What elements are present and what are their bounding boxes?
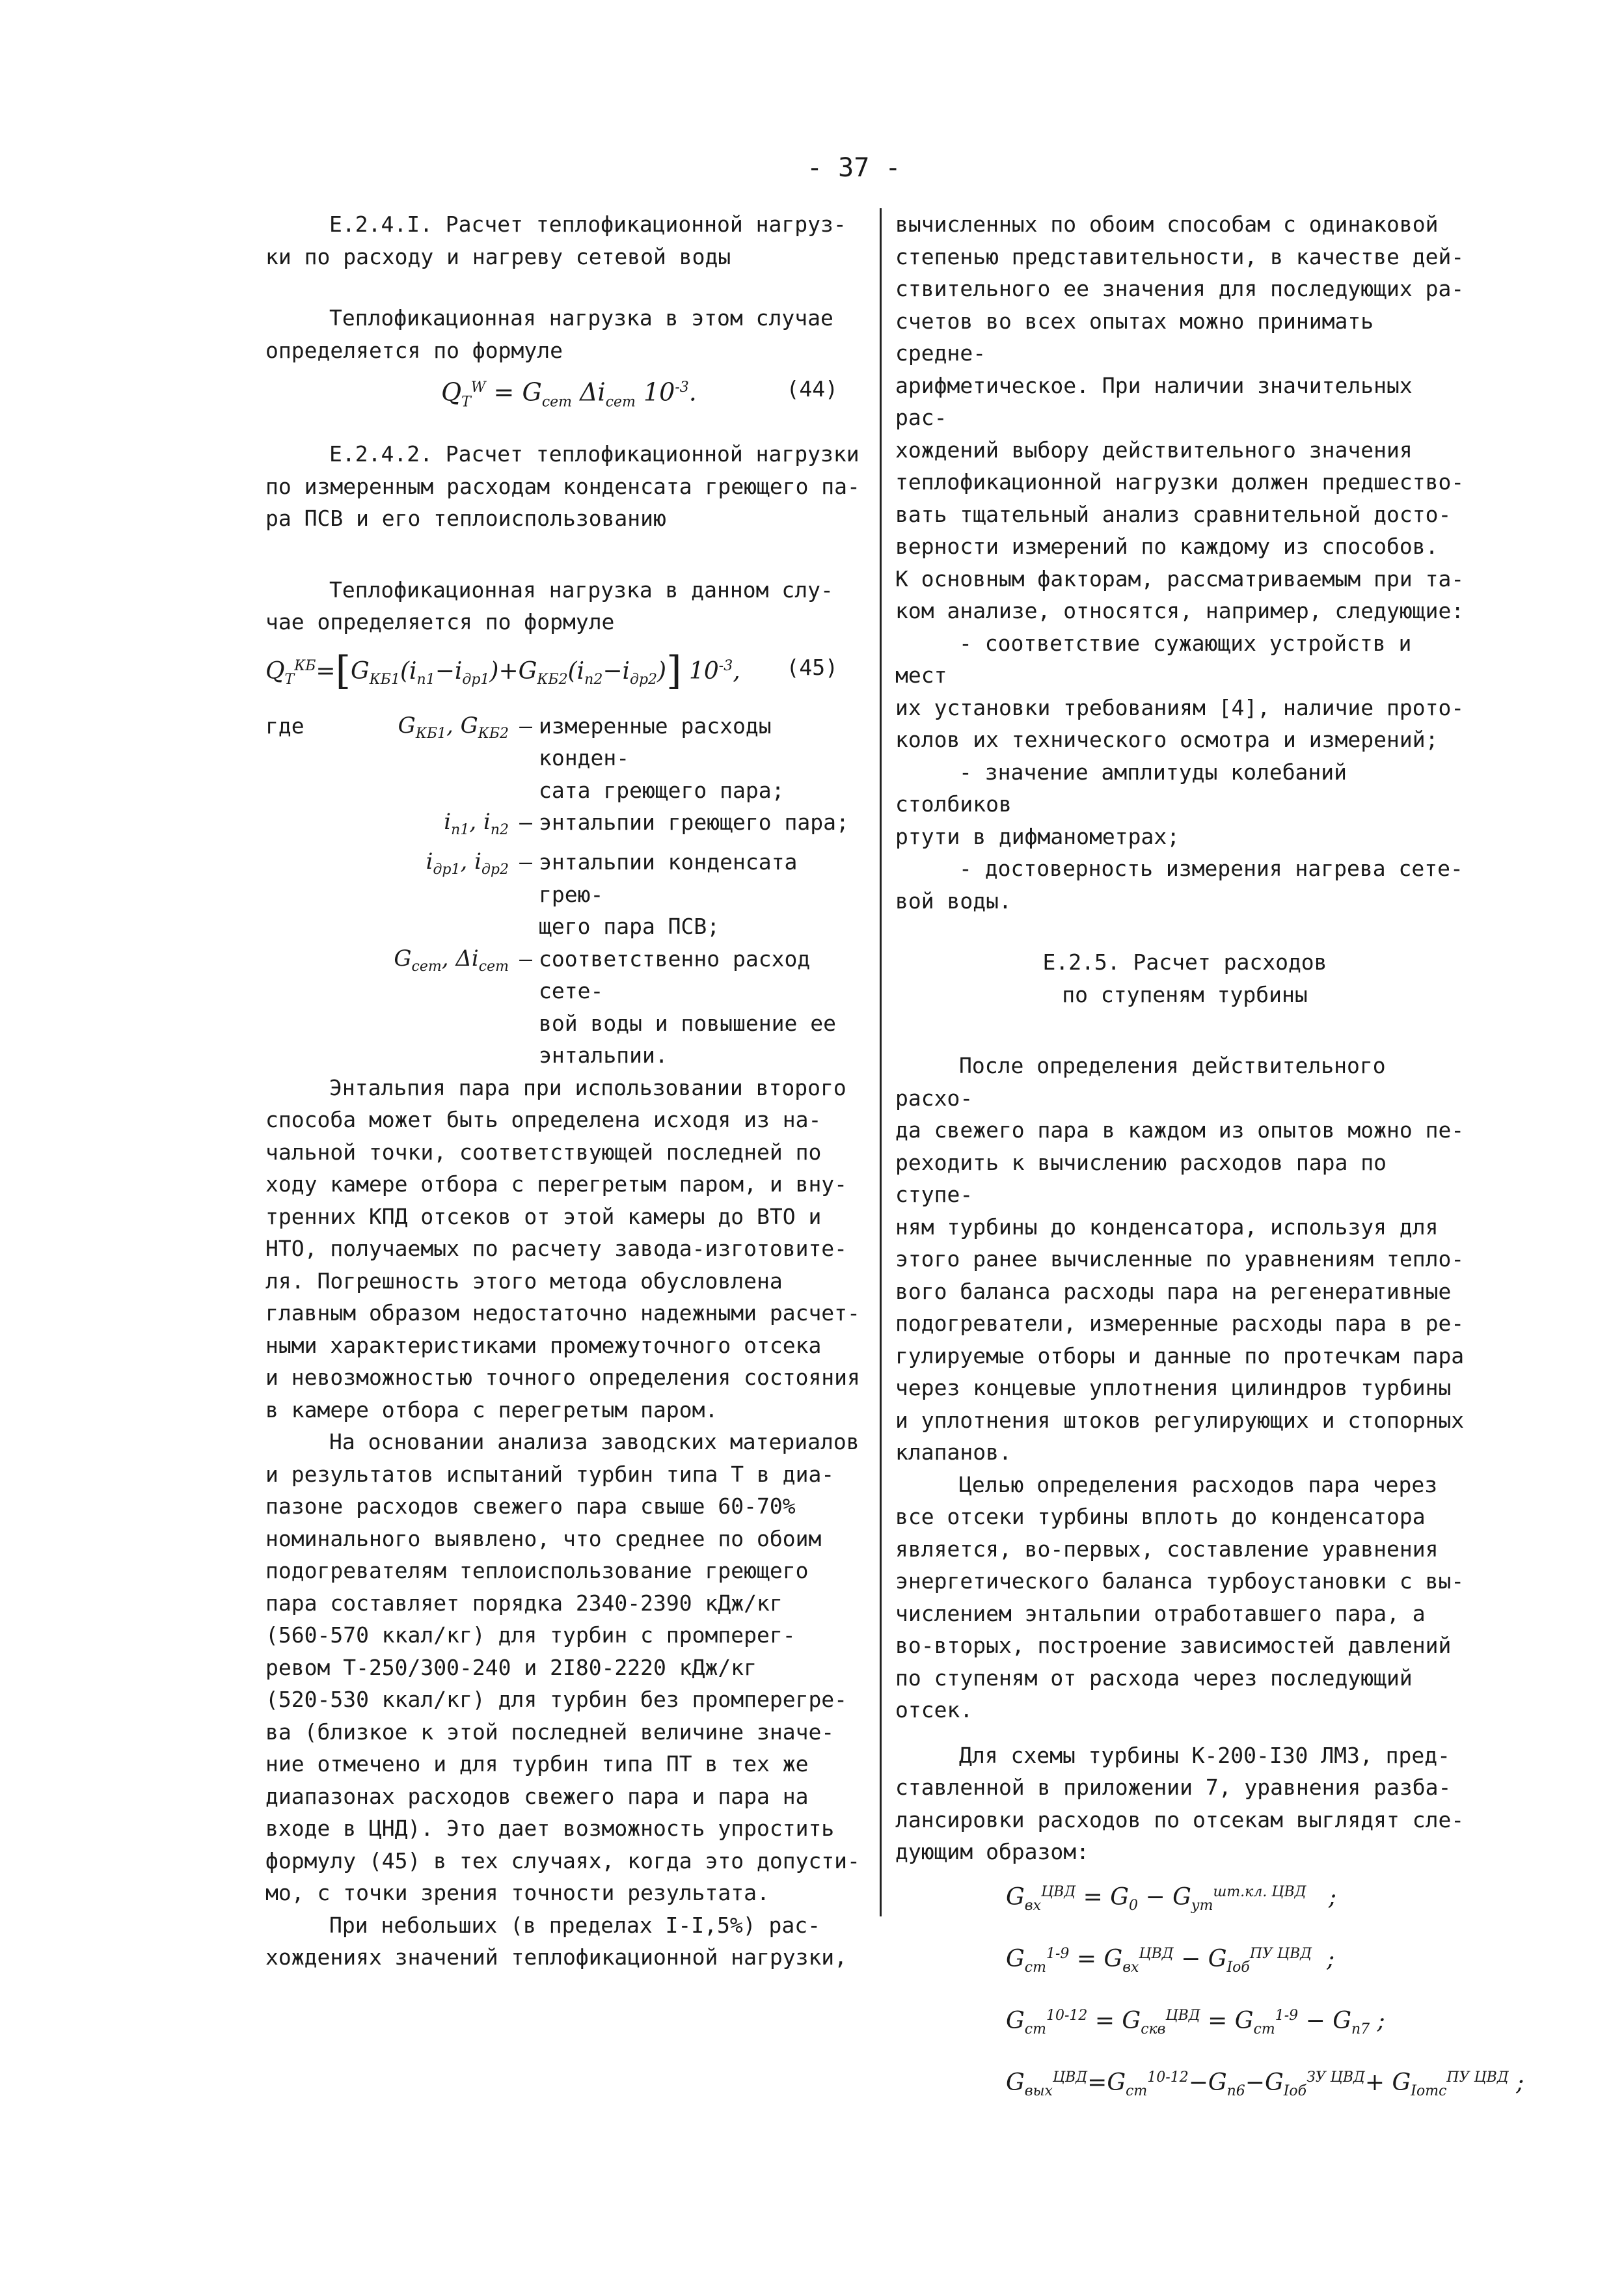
text-line: по ступеням от расхода через последующий bbox=[895, 1665, 1413, 1691]
section-heading-e2-5 bbox=[895, 946, 1474, 1011]
text-line: Энтальпия пара при использовании второго bbox=[329, 1074, 846, 1100]
text-line: - соответствие сужающих устройств и мест bbox=[895, 630, 1412, 688]
text-line: клапанов. bbox=[895, 1439, 1012, 1465]
text-line: Для схемы турбины К-200-I30 ЛМЗ, пред- bbox=[959, 1742, 1450, 1768]
text-line: по измеренным расходам конденсата греющего па- bbox=[265, 473, 860, 499]
text-line: вать тщательный анализ сравнительной досто- bbox=[895, 501, 1452, 527]
list-item bbox=[895, 756, 1474, 853]
text-line: ки по расходу и нагреву сетевой воды bbox=[265, 243, 731, 269]
text-line: Целью определения расходов пара через bbox=[959, 1471, 1438, 1497]
balance-equation: $G_{ст}^{10-12} = G_{скв}^{ЦВД} = G_{ст}^{1-9} - G_{п7}$ ; bbox=[1006, 2007, 1385, 2038]
text-line: При небольших (в пределах I-I,5%) рас- bbox=[329, 1912, 820, 1938]
text-line: арифметическое. При наличии значительных рас- bbox=[895, 372, 1413, 430]
text-line: реходить к вычислению расходов пара по ступе- bbox=[895, 1149, 1387, 1207]
section-heading-e2-4-1 bbox=[265, 208, 864, 273]
paragraph bbox=[895, 1050, 1474, 1469]
text-line: Е.2.4.I. Расчет теплофикационной нагруз- bbox=[329, 211, 846, 237]
text-line: входе в ЦНД). Это дает возможность упростить bbox=[265, 1816, 835, 1842]
text-line: этого ранее вычисленные по уравнениям тепло- bbox=[895, 1246, 1465, 1272]
text-line: чае определяется по формуле bbox=[265, 609, 615, 634]
text-line: хождений выбору действительного значения bbox=[895, 437, 1413, 463]
symbol-desc: энтальпии греющего пара; bbox=[539, 810, 849, 835]
right-column bbox=[895, 208, 1524, 2116]
paragraph bbox=[895, 1739, 1474, 1868]
text-line: главным образом недостаточно надежными расчет- bbox=[265, 1300, 860, 1326]
text-line: и уплотнения штоков регулирующих и стопорных bbox=[895, 1407, 1465, 1433]
text-line: (520-530 ккал/кг) для турбин без промперегре- bbox=[265, 1687, 848, 1713]
text-line: ревом Т-250/300-240 и 2I80-2220 кДж/кг bbox=[265, 1654, 757, 1680]
text-line: лансировки расходов по отсекам выглядят сле- bbox=[895, 1806, 1465, 1832]
balance-equations bbox=[1006, 1868, 1524, 2116]
text-line: является, во-первых, составление уравнения bbox=[895, 1536, 1439, 1562]
text-line: мо, с точки зрения точности результата. bbox=[265, 1880, 770, 1906]
text-line: отсек. bbox=[895, 1697, 973, 1723]
symbol-desc: соответственно расход сете- bbox=[539, 946, 811, 1004]
balance-equation: $G_{вых}^{ЦВД}=G_{ст}^{10-12}-G_{п6}-G_{Iоб}^{ЗУ ЦВД}+ G_{Iотс}^{ПУ ЦВД}$ ; bbox=[1006, 2069, 1524, 2100]
section-heading-e2-4-2 bbox=[265, 438, 864, 535]
text-line: Е.2.4.2. Расчет теплофикационной нагрузки bbox=[329, 441, 859, 467]
text-line: пара составляет порядка 2340-2390 кДж/кг bbox=[265, 1590, 783, 1616]
text-line: ням турбины до конденсатора, используя для bbox=[895, 1214, 1439, 1240]
text-line: Теплофикационная нагрузка в данном слу- bbox=[329, 577, 833, 603]
paragraph bbox=[265, 574, 864, 638]
text-line: ние отмечено и для турбин типа ПТ в тех же bbox=[265, 1751, 809, 1777]
text-line: ходу камере отбора с перегретым паром, и вну- bbox=[265, 1171, 848, 1197]
symbol-desc: измеренные расходы конден- bbox=[539, 713, 772, 770]
text-line: номинального выявлено, что среднее по обоим bbox=[265, 1525, 822, 1551]
list-item bbox=[895, 852, 1474, 917]
text-line: На основании анализа заводских материалов bbox=[329, 1429, 859, 1455]
text-line: подогреватели, измеренные расходы пара в ре- bbox=[895, 1311, 1465, 1336]
balance-equation: $G_{вх}^{ЦВД} = G_0 - G_{ут}^{шт.кл. ЦВД}$ ; bbox=[1006, 1883, 1337, 1914]
symbol-desc: вой воды и повышение ее bbox=[539, 1010, 836, 1036]
symbol: $G_{сет}$, $\Delta i_{сет}$ bbox=[394, 945, 509, 975]
text-line: вой воды. bbox=[895, 888, 1012, 914]
paragraph bbox=[265, 1426, 864, 1909]
text-line: колов их технического осмотра и измерений; bbox=[895, 727, 1439, 752]
text-line: и результатов испытаний турбин типа Т в диа- bbox=[265, 1461, 835, 1487]
text-line: хождениях значений теплофикационной нагрузки, bbox=[265, 1944, 848, 1970]
text-line: степенью представительности, в качестве дей- bbox=[895, 243, 1465, 269]
text-line: гулируемые отборы и данные по протечкам пара bbox=[895, 1342, 1465, 1369]
text-line: формулу (45) в тех случаях, когда это допусти- bbox=[265, 1847, 860, 1873]
text-line: тренних КПД отсеков от этой камеры до ВТО и bbox=[265, 1203, 822, 1229]
paragraph bbox=[265, 302, 864, 366]
text-line: вычисленных по обоим способам с одинаковой bbox=[895, 211, 1439, 237]
text-line: диапазонах расходов свежего пара и пара на bbox=[265, 1783, 809, 1809]
text-line: да свежего пара в каждом из опытов можно пе- bbox=[895, 1117, 1465, 1143]
symbol: $G_{КБ1}$, $G_{КБ2}$ bbox=[398, 712, 509, 742]
text-line: ставленной в приложении 7, уравнения разба- bbox=[895, 1775, 1452, 1800]
symbol: $i_{др1}$, $i_{др2}$ bbox=[426, 849, 509, 878]
text-line: счетов во всех опытах можно принимать средне- bbox=[895, 308, 1374, 366]
text-line: Теплофикационная нагрузка в этом случае bbox=[329, 305, 833, 331]
symbol-desc: энтальпии конденсата грею- bbox=[539, 849, 798, 907]
equation-45-expression: $Q_T^{КБ}=[G_{КБ1}(i_{п1}-i_{др1})+G_{КБ2}(i_{п2}-i_{др2})]$ $10^{-3}$, bbox=[265, 647, 740, 694]
text-line: через концевые уплотнения цилиндров турбины bbox=[895, 1375, 1452, 1400]
text-line: ствительного ее значения для последующих ра- bbox=[895, 276, 1465, 301]
text-line: ва (близкое к этой последней величине значе- bbox=[265, 1719, 835, 1745]
text-line: НТО, получаемых по расчету завода-изготовите- bbox=[265, 1236, 848, 1262]
text-line: теплофикационной нагрузки должен предшество- bbox=[895, 469, 1465, 495]
paragraph bbox=[265, 1072, 864, 1426]
text-line: ком анализе, относятся, например, следующие: bbox=[895, 598, 1465, 623]
paragraph bbox=[895, 208, 1474, 627]
text-line: вого баланса расходы пара на регенеративные bbox=[895, 1278, 1452, 1304]
symbol-definitions: где $G_{КБ1}$, $G_{КБ2}$ – измеренные расходы конден- сата греющего пара; $i_{п1}$, $i_{п2}$ – энтальпии греющего пара; $i_{др1}$, $i_{др2}$ – энтальпии конденсата грею- щего пара ПСВ; $G_{сет}$, $\Delta i_{сет}$ – соответственно расход сете- вой воды и повышение ее энтальпии. bbox=[265, 710, 864, 1072]
balance-equation: $G_{ст}^{1-9} = G_{вх}^{ЦВД} - G_{Iоб}^{ПУ ЦВД}$ ; bbox=[1006, 1945, 1335, 1976]
paragraph bbox=[265, 1909, 864, 1974]
equation-44-expression: $Q_T^W = G_{сет}$ $\Delta i_{сет}$ $10^{-3}$. bbox=[441, 377, 697, 411]
text-line: во-вторых, построение зависимостей давлений bbox=[895, 1633, 1452, 1658]
equation-45 bbox=[265, 638, 864, 710]
text-line: пазоне расходов свежего пара свыше 60-70% bbox=[265, 1493, 796, 1519]
text-line: способа может быть определена исходя из на- bbox=[265, 1107, 822, 1133]
text-line: Е.2.5. Расчет расходов bbox=[1042, 949, 1327, 975]
text-line: числением энтальпии отработавшего пара, а bbox=[895, 1600, 1426, 1626]
text-line: дующим образом: bbox=[895, 1839, 1090, 1864]
text-line: (560-570 ккал/кг) для турбин с промперег- bbox=[265, 1622, 796, 1648]
list-item bbox=[895, 627, 1474, 756]
symbol: $i_{п1}$, $i_{п2}$ bbox=[444, 809, 509, 838]
text-line: чальной точки, соответствующей последней по bbox=[265, 1139, 822, 1165]
text-line: их установки требованиям [4], наличие прото- bbox=[895, 694, 1465, 720]
text-line: ля. Погрешность этого метода обусловлена bbox=[265, 1268, 783, 1294]
text-line: ртути в дифманометрах; bbox=[895, 823, 1180, 849]
text-line: верности измерений по каждому из способов. bbox=[895, 534, 1439, 559]
text-line: подогревателям теплоиспользование греющего bbox=[265, 1558, 809, 1584]
equation-44 bbox=[265, 366, 864, 418]
text-line: все отсеки турбины вплоть до конденсатора bbox=[895, 1504, 1426, 1529]
text-line: по ступеням турбины bbox=[1062, 981, 1308, 1007]
equation-number: (45) bbox=[786, 654, 838, 680]
where-label: где bbox=[265, 713, 304, 739]
symbol-desc: энтальпии. bbox=[539, 1042, 668, 1069]
text-line: энергетического баланса турбоустановки с вы- bbox=[895, 1568, 1465, 1594]
text-line: определяется по формуле bbox=[265, 337, 563, 363]
text-line: в камере отбора с перегретым паром. bbox=[265, 1396, 718, 1423]
text-line: ными характеристиками промежуточного отсека bbox=[265, 1332, 822, 1358]
text-line: ра ПСВ и его теплоиспользованию bbox=[265, 506, 666, 531]
left-column bbox=[265, 208, 864, 1974]
paragraph bbox=[895, 1469, 1474, 1726]
page-number: - 37 - bbox=[807, 153, 901, 183]
symbol-desc: сата греющего пара; bbox=[539, 777, 785, 803]
equation-number: (44) bbox=[786, 376, 838, 402]
text-line: После определения действительного расхо- bbox=[895, 1053, 1386, 1111]
text-line: - достоверность измерения нагрева сете- bbox=[959, 856, 1463, 881]
symbol-desc: щего пара ПСВ; bbox=[539, 914, 720, 940]
text-line: - значение амплитуды колебаний столбиков bbox=[895, 759, 1347, 817]
text-line: К основным факторам, рассматриваемым при та- bbox=[895, 565, 1465, 592]
text-line: и невозможностью точного определения состояния bbox=[265, 1365, 860, 1391]
column-divider bbox=[880, 208, 882, 1916]
